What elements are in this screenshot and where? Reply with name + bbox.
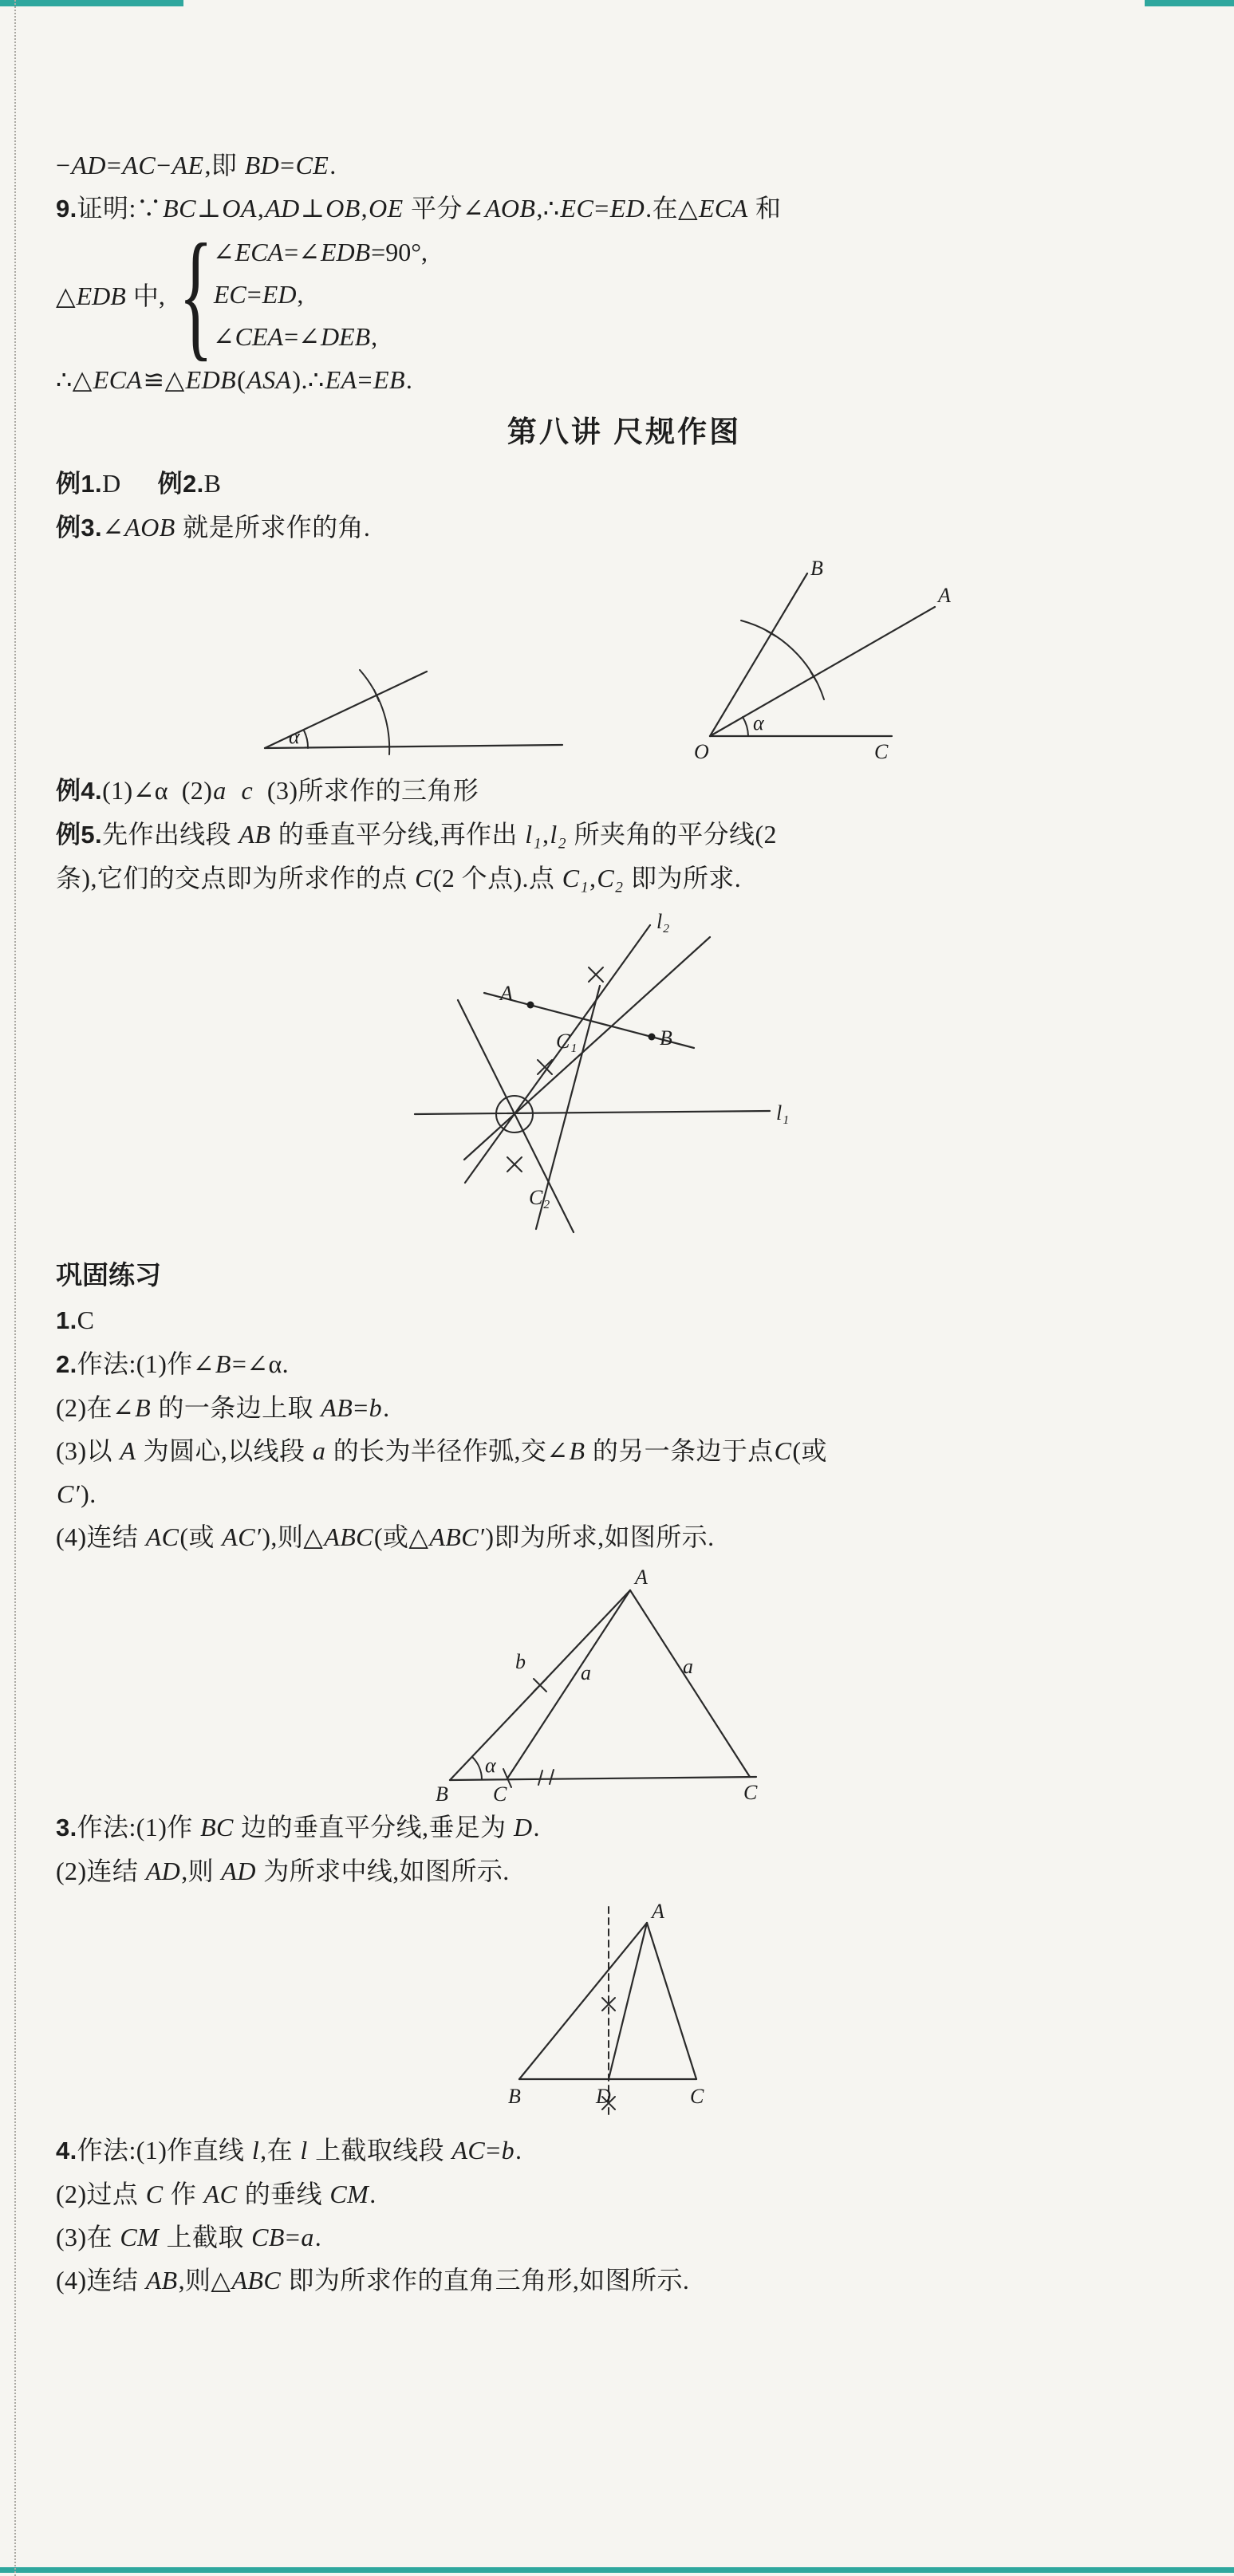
angle-arc-small bbox=[743, 717, 748, 736]
practice-4-line3 bbox=[56, 2216, 1193, 2259]
label-a-length-1: a bbox=[581, 1661, 591, 1684]
practice-2-text2: (2)在∠B 的一条边上取 AB=b. bbox=[56, 1393, 390, 1422]
example-5-text1: 先作出线段 AB 的垂直平分线,再作出 l₁,l₂ 所夹角的平分线(2 bbox=[102, 820, 777, 849]
practice-3-text2: (2)连结 AD,则 AD 为所求中线,如图所示. bbox=[56, 1857, 510, 1885]
example-4-answer bbox=[56, 769, 1193, 813]
practice-2-line1 bbox=[56, 1342, 1193, 1386]
practice-2-text3: (3)以 A 为圆心,以线段 a 的长为半径作弧,交∠B 的另一条边于点C(或 bbox=[56, 1436, 827, 1465]
x-mark-ab bbox=[534, 1679, 546, 1692]
angle-arc-b bbox=[472, 1757, 482, 1779]
practice-4-number: 4. bbox=[56, 2137, 77, 2164]
figure-triangle-abc bbox=[431, 1566, 766, 1806]
label-a-length-2: a bbox=[683, 1655, 693, 1678]
example-5-answer-line1 bbox=[56, 813, 1193, 857]
example-1-answer: D bbox=[102, 469, 121, 498]
practice-3-text1: 作法:(1)作 BC 边的垂直平分线,垂足为 D. bbox=[77, 1813, 540, 1841]
label-l1: l₁ bbox=[776, 1101, 790, 1125]
practice-2-text1: 作法:(1)作∠B=∠α. bbox=[77, 1349, 290, 1378]
example-1-number: 例1. bbox=[56, 470, 103, 498]
tick-on-ob bbox=[767, 631, 776, 636]
label-a: A bbox=[500, 982, 513, 1005]
practice-4-line1 bbox=[56, 2129, 1193, 2172]
tick-on-oa bbox=[810, 672, 817, 682]
label-b: B bbox=[810, 557, 823, 580]
problem-number: 9. bbox=[56, 195, 77, 223]
binding-dotted-rule bbox=[14, 0, 16, 2576]
example-5-figure-wrap bbox=[395, 911, 1193, 1246]
proof-conclusion bbox=[56, 358, 1193, 401]
label-alpha: α bbox=[753, 711, 764, 735]
proof-text: 证明:∵BC⊥OA,AD⊥OB,OE 平分∠AOB,∴EC=ED.在△ECA 和 bbox=[77, 194, 782, 223]
label-c1: C₁ bbox=[556, 1030, 578, 1053]
label-alpha: α bbox=[485, 1754, 496, 1777]
practice-heading: 巩固练习 bbox=[56, 1260, 161, 1290]
practice-2-figure-wrap bbox=[431, 1566, 1193, 1806]
label-b-side: b bbox=[515, 1650, 526, 1673]
practice-2-line4 bbox=[56, 1472, 1193, 1515]
practice-2-line3 bbox=[56, 1429, 1193, 1472]
label-a: A bbox=[652, 1900, 664, 1923]
segment-ac-inner bbox=[507, 1590, 630, 1778]
side-ac-outer bbox=[630, 1590, 750, 1777]
bottom-accent-bar bbox=[0, 2567, 1234, 2573]
example-5-answer-line2 bbox=[56, 857, 1193, 900]
label-a-vertex: A bbox=[635, 1566, 648, 1589]
proof-brace-system bbox=[56, 215, 1193, 373]
practice-1-answer bbox=[56, 1298, 1193, 1342]
point-b-dot bbox=[649, 1034, 656, 1041]
brace-prefix: △EDB 中, bbox=[56, 282, 165, 310]
example-4-number: 例4. bbox=[56, 777, 103, 805]
practice-4-line4 bbox=[56, 2259, 1193, 2302]
practice-2-line2 bbox=[56, 1386, 1193, 1429]
practice-3-number: 3. bbox=[56, 1814, 77, 1841]
practice-2-number: 2. bbox=[56, 1350, 77, 1378]
figure-triangle-median bbox=[491, 1902, 738, 2125]
example-1-2-answers bbox=[56, 462, 1193, 506]
label-c: C bbox=[874, 740, 889, 763]
brace-equation-3: ∠CEA=∠DEB, bbox=[212, 321, 378, 351]
label-c-inner: C bbox=[493, 1782, 507, 1806]
answer-line-carryover bbox=[56, 144, 1193, 187]
horizontal-ray bbox=[265, 745, 562, 748]
example-3-figures bbox=[255, 557, 1193, 766]
practice-4-text2: (2)过点 C 作 AC 的垂线 CM. bbox=[56, 2180, 377, 2208]
double-tick-base bbox=[538, 1770, 554, 1785]
example-5-text2: 条),它们的交点即为所求作的点 C(2 个点).点 C₁,C₂ 即为所求. bbox=[56, 864, 742, 892]
construction-arc bbox=[741, 620, 824, 699]
figure-angle-alpha bbox=[255, 646, 574, 766]
label-d: D bbox=[596, 2085, 611, 2108]
practice-4-text3: (3)在 CM 上截取 CB=a. bbox=[56, 2223, 322, 2251]
label-o: O bbox=[694, 740, 709, 763]
practice-2-text5: (4)连结 AC(或 AC′),则△ABC(或△ABC′)即为所求,如图所示. bbox=[56, 1522, 715, 1551]
label-a: A bbox=[938, 584, 951, 607]
example-3-text: ∠AOB 就是所求作的角. bbox=[102, 513, 371, 542]
label-b: B bbox=[660, 1026, 672, 1050]
ray-oa bbox=[710, 607, 935, 736]
practice-1-text: C bbox=[77, 1306, 95, 1334]
top-right-accent-bar bbox=[1145, 0, 1234, 6]
label-l2: l₂ bbox=[656, 910, 670, 933]
brace-equations bbox=[213, 231, 428, 358]
left-brace: { bbox=[178, 215, 214, 373]
label-b-vertex: B bbox=[436, 1782, 448, 1806]
figure-angle-aob bbox=[686, 557, 957, 766]
x-mark-3 bbox=[507, 1157, 522, 1172]
section-title: 第八讲 尺规作图 bbox=[507, 416, 742, 448]
label-alpha: α bbox=[289, 725, 300, 748]
x-mark-1 bbox=[589, 967, 603, 982]
practice-2-text4: C′). bbox=[57, 1479, 97, 1508]
practice-4-text1: 作法:(1)作直线 l,在 l 上截取线段 AC=b. bbox=[77, 2136, 522, 2164]
example-2-number: 例2. bbox=[157, 470, 204, 498]
construction-arc bbox=[360, 670, 389, 754]
base-line bbox=[450, 1777, 756, 1780]
conclusion-text: ∴△ECA≌△EDB(ASA).∴EA=EB. bbox=[56, 365, 413, 394]
practice-3-line2 bbox=[56, 1849, 1193, 1893]
example-3-answer bbox=[56, 506, 1193, 549]
practice-4-text4: (4)连结 AB,则△ABC 即为所求作的直角三角形,如图所示. bbox=[56, 2266, 690, 2294]
example-5-number: 例5. bbox=[56, 821, 103, 849]
figure-bisectors bbox=[395, 911, 810, 1246]
brace-equation-2: EC=ED, bbox=[213, 279, 304, 309]
proof-9-line bbox=[56, 187, 1193, 230]
practice-2-line5 bbox=[56, 1515, 1193, 1558]
line-l1 bbox=[415, 1111, 770, 1114]
angle-arc bbox=[304, 731, 308, 748]
top-left-accent-bar bbox=[0, 0, 183, 6]
practice-1-number: 1. bbox=[56, 1306, 77, 1334]
example-2-answer: B bbox=[203, 469, 222, 498]
label-c: C bbox=[690, 2085, 704, 2108]
brace-equation-1: ∠ECA=∠EDB=90°, bbox=[212, 237, 428, 266]
point-a-dot bbox=[527, 1002, 534, 1009]
example-3-number: 例3. bbox=[56, 514, 103, 542]
label-b: B bbox=[508, 2085, 521, 2108]
practice-4-line2 bbox=[56, 2172, 1193, 2216]
practice-3-line1 bbox=[56, 1806, 1193, 1849]
practice-3-figure-wrap bbox=[491, 1902, 1193, 2125]
page-content bbox=[56, 144, 1193, 2302]
label-c-outer: C bbox=[743, 1781, 758, 1804]
example-4-text: (1)∠α (2)a c (3)所求作的三角形 bbox=[102, 776, 479, 805]
answer-text: −AD=AC−AE,即 BD=CE. bbox=[56, 151, 337, 179]
label-c2: C₂ bbox=[529, 1186, 550, 1209]
side-ac bbox=[647, 1923, 696, 2079]
